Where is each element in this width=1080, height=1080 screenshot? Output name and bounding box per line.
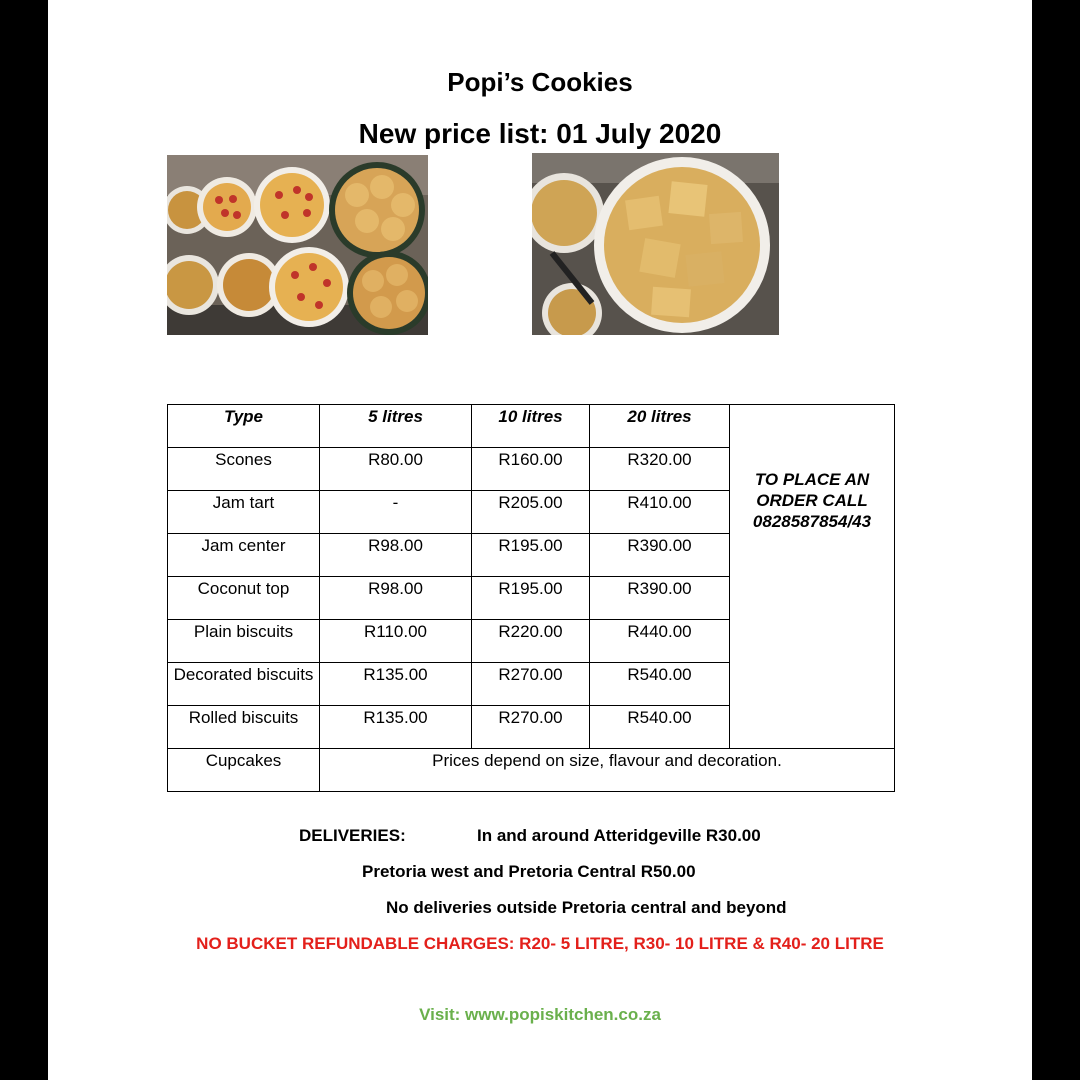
order-call-cell [730,405,895,749]
table-header-row [168,405,895,448]
coconut-squares-photo [532,153,779,335]
product-type: Rolled biscuits [168,706,320,749]
price-20-litres: R410.00 [590,491,730,534]
order-call-line: ORDER CALL [756,491,868,510]
price-10-litres: R270.00 [472,663,590,706]
price-20-litres: R540.00 [590,706,730,749]
bucket-charges-notice: NO BUCKET REFUNDABLE CHARGES: R20- 5 LITRE, R30- 10 LITRE & R40- 20 LITRE [196,934,884,953]
price-10-litres: R160.00 [472,448,590,491]
price-5-litres: R135.00 [320,706,472,749]
product-type: Jam tart [168,491,320,534]
price-5-litres: R135.00 [320,663,472,706]
delivery-line: Pretoria west and Pretoria Central R50.00 [362,862,696,881]
price-20-litres: R440.00 [590,620,730,663]
price-table [167,404,895,792]
price-5-litres: R98.00 [320,534,472,577]
column-header-20-litres: 20 litres [590,405,730,448]
page-title: Popi’s Cookies [447,67,633,97]
product-type: Plain biscuits [168,620,320,663]
price-20-litres: R390.00 [590,577,730,620]
delivery-line: No deliveries outside Pretoria central and beyond [386,898,787,917]
column-header-type: Type [168,405,320,448]
page-subtitle: New price list: 01 July 2020 [358,118,722,149]
order-phone-number: 0828587854/43 [752,512,872,531]
price-5-litres: - [320,491,472,534]
deliveries-label: DELIVERIES: [299,826,406,845]
price-10-litres: R205.00 [472,491,590,534]
column-header-10-litres: 10 litres [472,405,590,448]
column-header-5-litres: 5 litres [320,405,472,448]
price-10-litres: R195.00 [472,534,590,577]
price-20-litres: R540.00 [590,663,730,706]
cookie-buckets-photo [167,155,428,335]
order-call-line: TO PLACE AN [754,470,870,489]
price-10-litres: R270.00 [472,706,590,749]
price-10-litres: R220.00 [472,620,590,663]
product-type: Jam center [168,534,320,577]
table-row-cupcakes [168,749,895,792]
price-20-litres: R320.00 [590,448,730,491]
price-5-litres: R80.00 [320,448,472,491]
product-type: Decorated biscuits [168,663,320,706]
website-link[interactable]: Visit: www.popiskitchen.co.za [419,1005,661,1024]
price-5-litres: R110.00 [320,620,472,663]
price-20-litres: R390.00 [590,534,730,577]
product-type: Cupcakes [168,749,320,792]
product-type: Scones [168,448,320,491]
price-10-litres: R195.00 [472,577,590,620]
cupcakes-price-note: Prices depend on size, flavour and decoration. [320,749,895,792]
price-list-page [48,0,1032,1080]
product-type: Coconut top [168,577,320,620]
delivery-line: In and around Atteridgeville R30.00 [477,826,761,845]
price-5-litres: R98.00 [320,577,472,620]
